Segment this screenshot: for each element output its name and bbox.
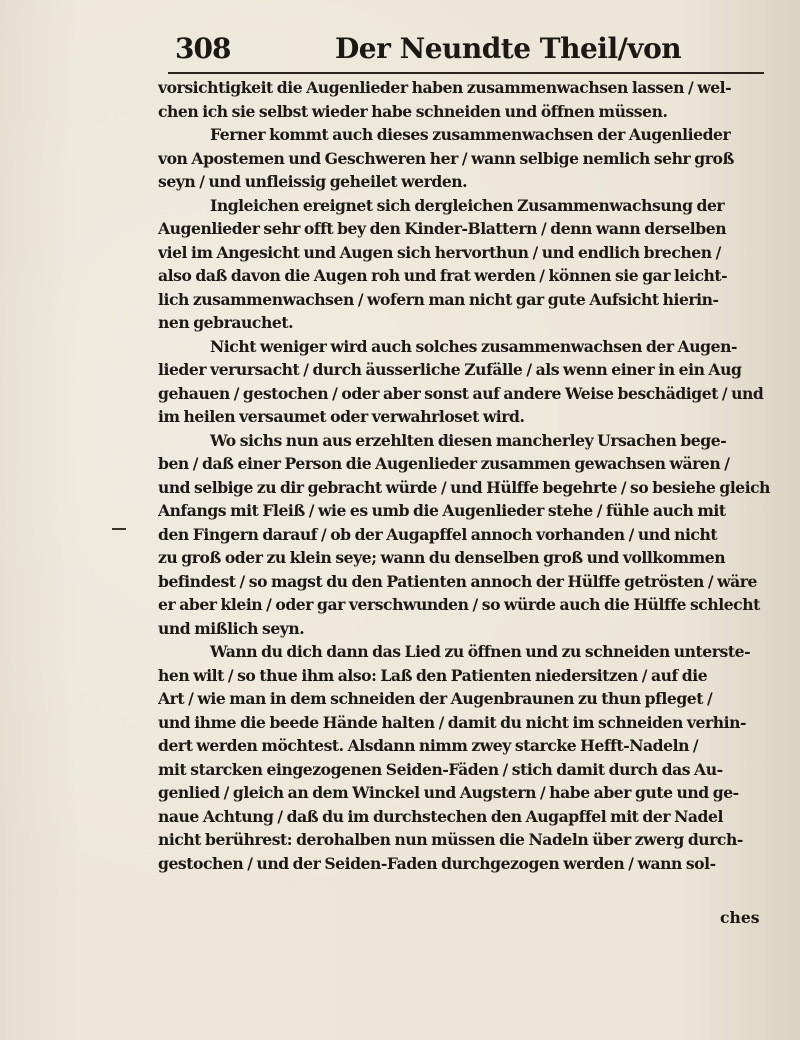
text-line: Augenlieder sehr offt bey den Kinder-Blattern / denn wann derselben (158, 219, 727, 238)
text-line: lich zusammenwachsen / wofern man nicht gar gute Aufsicht hierin- (158, 289, 719, 309)
text-line: genlied / gleich an dem Winckel und Augstern / habe aber gute und ge- (158, 783, 739, 802)
paragraph (158, 194, 770, 335)
text-line: gestochen / und der Seiden-Faden durchgezogen werden / wann sol- (158, 853, 716, 873)
catchword: ches (720, 908, 760, 927)
text-line: hen wilt / so thue ihm also: Laß den Patienten niedersitzen / auf die (158, 665, 708, 685)
text-line: seyn / und unfleissig geheilet werden. (158, 172, 468, 191)
margin-mark (112, 528, 126, 530)
header-rule (168, 72, 764, 74)
text-line: Ferner kommt auch dieses zusammenwachsen der Augenlieder (210, 125, 731, 144)
text-line: Nicht weniger wird auch solches zusammenwachsen der Augen- (210, 336, 737, 356)
text-line: also daß davon die Augen roh und frat werden / können sie gar leicht- (158, 266, 728, 285)
text-line: naue Achtung / daß du im durchstechen den Augapffel mit der Nadel (158, 806, 723, 826)
text-line: chen ich sie selbst wieder habe schneiden und öffnen müssen. (158, 101, 668, 121)
text-line: nicht berührest: derohalben nun müssen die Nadeln über zwerg durch- (158, 830, 743, 849)
text-line: nen gebrauchet. (158, 313, 294, 332)
text-line: mit starcken eingezogenen Seiden-Fäden / stich damit durch das Au- (158, 759, 723, 779)
text-line: im heilen versaumet oder verwahrloset wird. (158, 407, 525, 426)
text-line: von Apostemen und Geschweren her / wann selbige nemlich sehr groß (158, 148, 734, 168)
text-line: Wo sichs nun aus erzehlten diesen mancherley Ursachen bege- (210, 430, 727, 450)
paragraph (158, 335, 770, 429)
text-line: Art / wie man in dem schneiden der Augenbraunen zu thun pfleget / (158, 689, 713, 708)
text-line: den Fingern darauf / ob der Augapffel annoch vorhanden / und nicht (158, 524, 718, 544)
text-line: dert werden möchtest. Alsdann nimm zwey starcke Hefft-Nadeln / (158, 736, 699, 755)
paragraph (158, 640, 770, 875)
page-number: 308 (175, 32, 231, 65)
text-line: zu groß oder zu klein seye; wann du denselben groß und vollkommen (158, 548, 726, 567)
text-line: viel im Angesicht und Augen sich hervorthun / und endlich brechen / (158, 242, 721, 262)
body-text (158, 76, 770, 875)
text-line: Ingleichen ereignet sich dergleichen Zusammenwachsung der (210, 195, 725, 215)
paragraph (158, 123, 770, 194)
text-line: Wann du dich dann das Lied zu öffnen und zu schneiden unterste- (210, 642, 751, 661)
text-line: lieder verursacht / durch äusserliche Zufälle / als wenn einer in ein Aug (158, 360, 742, 379)
paragraph (158, 429, 770, 641)
text-line: befindest / so magst du den Patienten annoch der Hülffe getrösten / wäre (158, 571, 758, 591)
text-line: er aber klein / oder gar verschwunden / so würde auch die Hülffe schlecht (158, 595, 760, 614)
running-head: Der Neundte Theil/von (335, 32, 682, 65)
text-line: und mißlich seyn. (158, 618, 305, 638)
page-header (175, 32, 755, 72)
text-line: gehauen / gestochen / oder aber sonst auf andere Weise beschädiget / und (158, 383, 764, 403)
paragraph (158, 76, 770, 123)
text-line: und selbige zu dir gebracht würde / und Hülffe begehrte / so besiehe gleich (158, 477, 770, 497)
text-line: ben / daß einer Person die Augenlieder zusammen gewachsen wären / (158, 454, 730, 473)
text-line: und ihme die beede Hände halten / damit du nicht im schneiden verhin- (158, 712, 747, 732)
text-line: vorsichtigkeit die Augenlieder haben zusammenwachsen lassen / wel- (158, 78, 732, 97)
text-line: Anfangs mit Fleiß / wie es umb die Augenlieder stehe / fühle auch mit (158, 501, 726, 520)
